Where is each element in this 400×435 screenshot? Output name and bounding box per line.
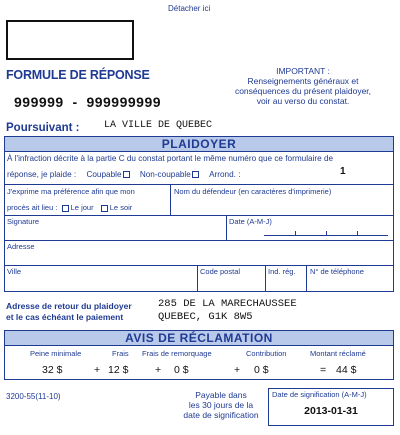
value-contribution: 0 $: [254, 364, 269, 376]
redacted-box: [6, 20, 134, 60]
trial-day-label: Le jour: [70, 203, 94, 212]
plaidoyer-line1: À l'infraction décrite à la partie C du constat portant le même numéro que ce formulaire de: [7, 154, 334, 163]
return-label-line2: et le cas échéant le paiement: [6, 312, 124, 322]
plea-not-guilty-checkbox[interactable]: [192, 171, 199, 178]
address-label: Adresse: [7, 242, 35, 251]
arrond-value: 1: [340, 166, 346, 177]
value-amount-claimed: 44 $: [336, 364, 357, 376]
col-amount-claimed: Montant réclamé: [310, 349, 366, 358]
preference-line2: [7, 203, 132, 212]
plaidoyer-line2: [7, 170, 240, 179]
form-code: 3200-55(11-10): [6, 392, 61, 401]
trial-day-checkbox[interactable]: [62, 205, 69, 212]
return-label-line1: Adresse de retour du plaidoyer: [6, 301, 132, 311]
plus-sign-3: +: [234, 364, 241, 376]
plus-sign-1: +: [94, 364, 101, 376]
plaidoyer-header: PLAIDOYER: [4, 136, 394, 152]
col-minimum-penalty: Peine minimale: [30, 349, 82, 358]
return-address-line1: 285 DE LA MARECHAUSSEE: [158, 298, 297, 310]
important-note: [218, 66, 388, 106]
signification-date-label: Date de signification (A-M-J): [272, 390, 367, 399]
area-code-label: Ind. rég.: [268, 267, 296, 276]
col-fees: Frais: [112, 349, 129, 358]
reclamation-header: AVIS DE RÉCLAMATION: [4, 330, 394, 346]
plea-guilty-label: Coupable: [86, 170, 122, 179]
plus-sign-2: +: [155, 364, 162, 376]
return-address-value: [158, 298, 297, 324]
signature-label: Signature: [7, 217, 40, 226]
col-towing-fees: Frais de remorquage: [142, 349, 212, 358]
file-number: 999999 - 999999999: [14, 94, 162, 110]
value-fees: 12 $: [108, 364, 129, 376]
value-minimum-penalty: 32 $: [42, 364, 63, 376]
arrond-label: Arrond. :: [209, 170, 241, 179]
value-towing-fees: 0 $: [174, 364, 189, 376]
plea-guilty-checkbox[interactable]: [123, 171, 130, 178]
important-line1: Renseignements généraux et: [247, 76, 359, 86]
important-line3: voir au verso du constat.: [256, 96, 350, 106]
phone-label: N° de téléphone: [310, 267, 364, 276]
date-boxes: [264, 226, 388, 236]
pursuer-value: LA VILLE DE QUEBEC: [104, 120, 213, 131]
trial-evening-checkbox[interactable]: [101, 205, 108, 212]
postal-code-label: Code postal: [200, 267, 241, 276]
return-address-label: [6, 301, 132, 323]
form-title: FORMULE DE RÉPONSE: [6, 68, 150, 82]
return-address-line2: QUEBEC, G1K 8W5: [158, 311, 253, 323]
equals-sign: =: [320, 364, 327, 376]
preference-prefix: procès ait lieu :: [7, 203, 58, 212]
important-title: IMPORTANT :: [276, 66, 330, 76]
preference-line1: J'exprime ma préférence afin que mon: [7, 187, 135, 196]
payable-note: [180, 390, 262, 420]
pursuer-label: Poursuivant :: [6, 122, 80, 134]
plea-prefix: réponse, je plaide :: [7, 170, 77, 179]
plea-not-guilty-label: Non-coupable: [139, 170, 191, 179]
col-contribution: Contribution: [246, 349, 287, 358]
payable-line2: les 30 jours de la: [188, 400, 254, 410]
signification-date-value: 2013-01-31: [304, 405, 358, 417]
trial-evening-label: Le soir: [109, 203, 133, 212]
important-line2: conséquences du présent plaidoyer,: [234, 86, 372, 96]
detach-label: Détacher ici: [168, 4, 211, 13]
city-label: Ville: [7, 267, 22, 276]
payable-line3: date de signification: [183, 410, 259, 420]
date-label: Date (A-M-J): [229, 217, 272, 226]
payable-line1: Payable dans: [195, 390, 247, 400]
defendant-name-label: Nom du défendeur (en caractères d'imprimerie): [174, 187, 332, 196]
